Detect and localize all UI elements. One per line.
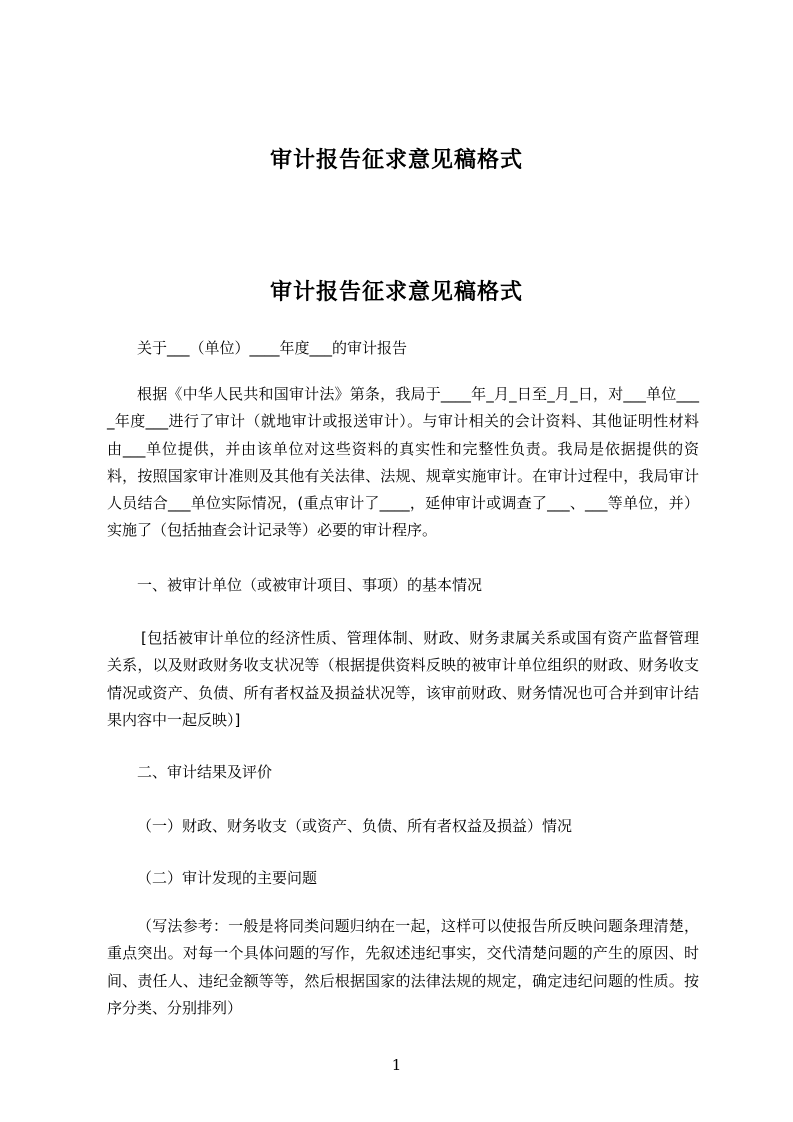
section-1-heading: 一、被审计单位（或被审计项目、事项）的基本情况 (137, 576, 483, 594)
document-main-title: 审计报告征求意见稿格式 (269, 280, 523, 305)
intro-paragraph: 根据《中华人民共和国审计法》第条，我局于____年_月_日至_月_日，对___单位____年度___进行了审计（就地审计或报送审计）。与审计相关的会计资料、其他证明性材料由___单位提供，并由该单位对这些资料的真实性和完整性负责。我局是依据提供的资料，按照国家审计准则及其他有关法律、法规、规章实施审计。在审计过程中，我局审计人员结合___单位实际情况，(重点审计了____，延伸审计或调查了___、___等单位，并）实施了（包括抽查会计记录等）必要的审计程序。 (107, 385, 699, 540)
subsection-1-heading: （一）财政、财务收支（或资产、负债、所有者权益及损益）情况 (137, 817, 573, 835)
page-number: 1 (391, 1056, 402, 1074)
writing-reference-note: （写法参考：一般是将同类问题归纳在一起，这样可以使报告所反映问题条理清楚，重点突出。对每一个具体问题的写作，先叙述违纪事实，交代清楚问题的产生的原因、时间、责任人、违纪金额等等，然后根据国家的法律法规的规定，确定违纪问题的性质。按序分类、分别排列） (107, 917, 699, 1017)
section-2-heading: 二、审计结果及评价 (137, 763, 273, 781)
section-1-note: [包括被审计单位的经济性质、管理体制、财政、财务隶属关系或国有资产监督管理关系，以及财政财务收支状况等（根据提供资料反映的被审计单位组织的财政、财务收支情况或资产、负债、所有者权益及损益状况等，该审前财政、财务情况也可合并到审计结果内容中一起反映）] (107, 629, 699, 729)
report-subject-line: 关于___（单位）____年度___的审计报告 (137, 339, 408, 357)
subsection-2-heading: （二）审计发现的主要问题 (137, 869, 318, 887)
document-header-title: 审计报告征求意见稿格式 (269, 148, 523, 173)
